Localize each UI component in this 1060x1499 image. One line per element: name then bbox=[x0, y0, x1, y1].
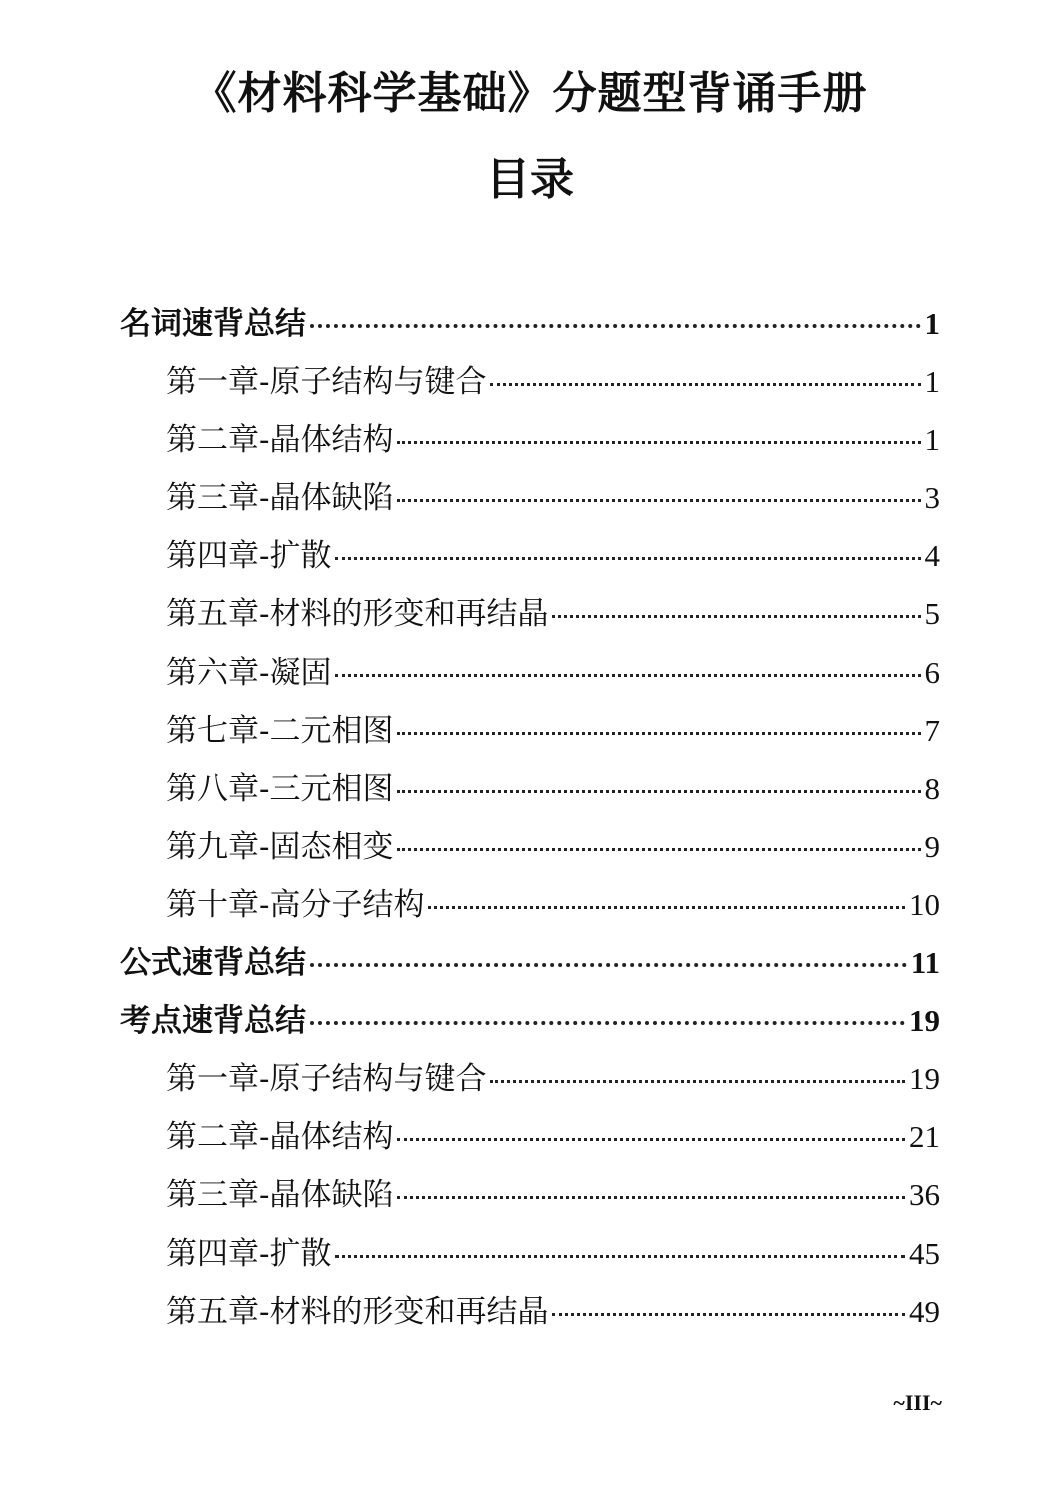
toc-entry-label: 公式速背总结 bbox=[120, 945, 306, 982]
toc-entry-chapter[interactable] bbox=[120, 705, 940, 763]
toc-entry-chapter[interactable] bbox=[120, 763, 940, 821]
toc-entry-chapter[interactable] bbox=[120, 530, 940, 588]
toc-entry-label: 第九章-固态相变 bbox=[166, 828, 394, 865]
dot-leader bbox=[335, 1255, 905, 1258]
dot-leader bbox=[335, 557, 920, 560]
toc-entry-label: 名词速背总结 bbox=[120, 306, 306, 342]
toc-entry-page: 45 bbox=[909, 1235, 940, 1271]
toc-entry-page: 3 bbox=[924, 480, 940, 516]
toc-entry-label: 第六章-凝固 bbox=[166, 654, 332, 691]
toc-entry-chapter[interactable] bbox=[120, 472, 940, 530]
toc-entry-page: 1 bbox=[924, 422, 940, 458]
toc-entry-chapter[interactable] bbox=[120, 414, 940, 472]
toc-entry-section[interactable] bbox=[120, 937, 940, 995]
toc-entry-chapter[interactable] bbox=[120, 1169, 940, 1227]
toc-entry-label: 第四章-扩散 bbox=[166, 538, 332, 575]
toc-entry-page: 8 bbox=[924, 770, 940, 806]
toc-entry-chapter[interactable] bbox=[120, 1053, 940, 1111]
dot-leader bbox=[397, 1138, 905, 1141]
toc-entry-page: 9 bbox=[924, 828, 940, 864]
toc-entry-label: 第四章-扩散 bbox=[166, 1235, 332, 1272]
toc-entry-chapter[interactable] bbox=[120, 1111, 940, 1169]
toc-entry-label: 第七章-二元相图 bbox=[166, 712, 394, 749]
toc-entry-page: 11 bbox=[910, 945, 940, 981]
toc-entry-page: 49 bbox=[909, 1293, 940, 1329]
toc-entry-chapter[interactable] bbox=[120, 1286, 940, 1344]
dot-leader bbox=[335, 674, 920, 677]
toc-entry-page: 10 bbox=[909, 886, 940, 922]
dot-leader bbox=[397, 1196, 905, 1199]
dot-leader bbox=[310, 324, 921, 328]
table-of-contents bbox=[120, 298, 940, 1344]
dot-leader bbox=[490, 383, 920, 386]
dot-leader bbox=[552, 1313, 905, 1316]
toc-entry-section[interactable] bbox=[120, 298, 940, 356]
dot-leader bbox=[310, 963, 907, 967]
toc-entry-label: 考点速背总结 bbox=[120, 1003, 306, 1040]
toc-entry-label: 第五章-材料的形变和再结晶 bbox=[166, 1293, 549, 1330]
page-number: ~III~ bbox=[893, 1390, 942, 1415]
toc-entry-page: 1 bbox=[924, 364, 940, 400]
toc-entry-page: 19 bbox=[909, 1003, 940, 1039]
toc-entry-label: 第二章-晶体结构 bbox=[166, 1119, 394, 1156]
dot-leader bbox=[552, 615, 920, 618]
dot-leader bbox=[397, 441, 920, 444]
toc-entry-label: 第五章-材料的形变和再结晶 bbox=[166, 596, 549, 633]
toc-entry-chapter[interactable] bbox=[120, 1228, 940, 1286]
toc-entry-label: 第十章-高分子结构 bbox=[166, 886, 425, 923]
dot-leader bbox=[428, 906, 905, 909]
toc-entry-page: 5 bbox=[924, 596, 940, 632]
toc-entry-page: 7 bbox=[924, 712, 940, 748]
toc-entry-label: 第二章-晶体结构 bbox=[166, 422, 394, 459]
dot-leader bbox=[397, 790, 920, 793]
toc-entry-page: 6 bbox=[924, 654, 940, 690]
toc-entry-chapter[interactable] bbox=[120, 879, 940, 937]
dot-leader bbox=[397, 732, 920, 735]
dot-leader bbox=[490, 1080, 905, 1083]
dot-leader bbox=[310, 1021, 905, 1025]
toc-entry-page: 1 bbox=[924, 306, 940, 341]
toc-entry-page: 36 bbox=[909, 1177, 940, 1213]
toc-entry-section[interactable] bbox=[120, 995, 940, 1053]
document-title: 《材料科学基础》分题型背诵手册 bbox=[192, 68, 868, 119]
toc-entry-page: 19 bbox=[909, 1061, 940, 1097]
toc-entry-label: 第三章-晶体缺陷 bbox=[166, 1177, 394, 1214]
toc-entry-label: 第一章-原子结构与键合 bbox=[166, 364, 487, 401]
toc-entry-label: 第八章-三元相图 bbox=[166, 770, 394, 807]
dot-leader bbox=[397, 499, 920, 502]
dot-leader bbox=[397, 848, 920, 851]
toc-entry-page: 21 bbox=[909, 1119, 940, 1155]
toc-entry-chapter[interactable] bbox=[120, 588, 940, 646]
toc-heading: 目录 bbox=[486, 154, 574, 205]
toc-entry-chapter[interactable] bbox=[120, 821, 940, 879]
toc-entry-label: 第三章-晶体缺陷 bbox=[166, 480, 394, 517]
toc-entry-chapter[interactable] bbox=[120, 356, 940, 414]
toc-entry-chapter[interactable] bbox=[120, 647, 940, 705]
toc-entry-page: 4 bbox=[924, 538, 940, 574]
toc-entry-label: 第一章-原子结构与键合 bbox=[166, 1061, 487, 1098]
